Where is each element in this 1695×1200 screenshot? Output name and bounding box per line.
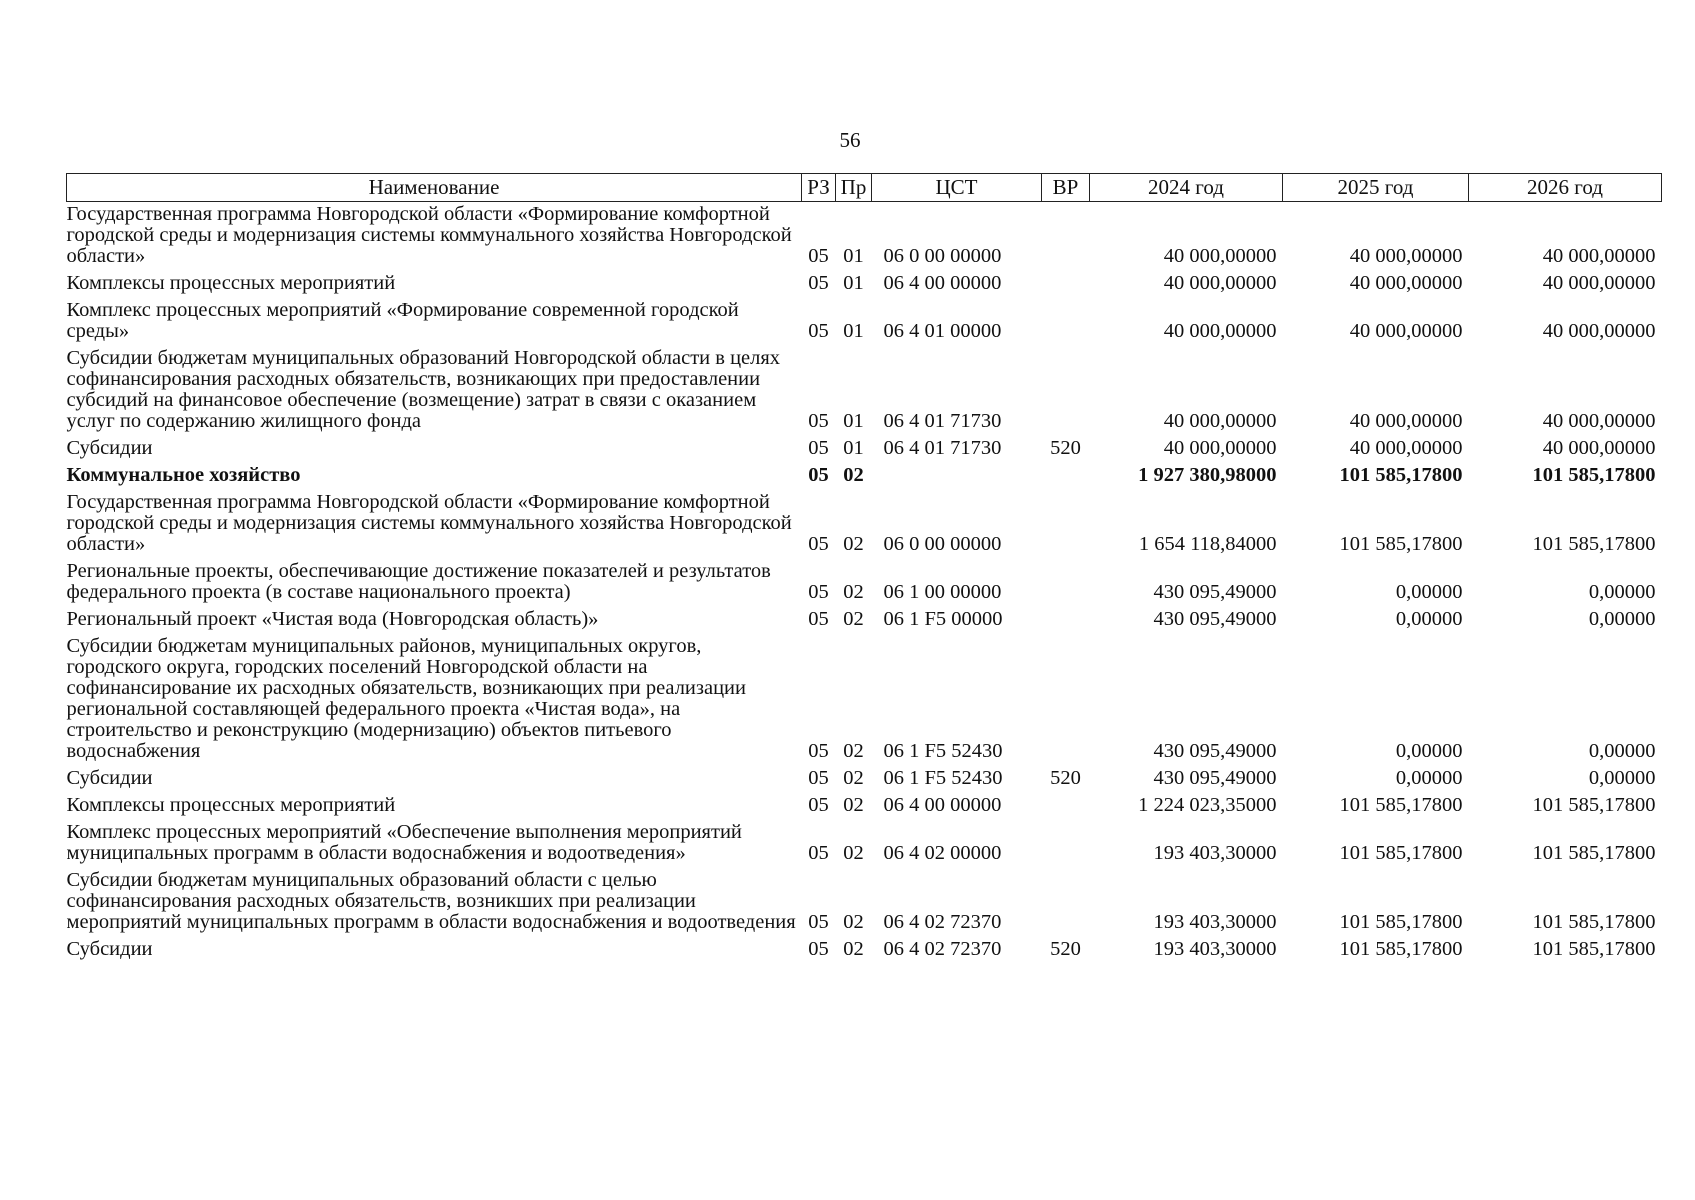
row-2025: 0,00000 xyxy=(1395,608,1463,630)
row-2025: 101 585,17800 xyxy=(1339,842,1463,864)
header-rz: РЗ xyxy=(802,174,836,202)
row-vr xyxy=(1042,298,1090,346)
row-pr: 02 xyxy=(843,938,864,960)
table-body xyxy=(67,202,1662,965)
row-name: Комплексы процессных мероприятий xyxy=(66,272,396,294)
row-2026: 0,00000 xyxy=(1588,740,1656,762)
row-2024: 430 095,49000 xyxy=(1153,740,1277,762)
row-name: Государственная программа Новгородской области «Формирование комфортной городской среды и модернизация системы коммунального хозяйства Новгородской области» xyxy=(66,203,792,267)
row-rz: 05 xyxy=(808,608,829,630)
row-2024: 430 095,49000 xyxy=(1153,581,1277,603)
row-name: Субсидии xyxy=(66,437,153,459)
row-2024: 1 654 118,84000 xyxy=(1138,533,1277,555)
row-name: Субсидии бюджетам муниципальных образований Новгородской области в целях софинансирования расходных обязательств, возникающих при предоставлении субсидий на финансовое обеспечение (возмещение) затрат в связи с оказанием услуг по содержанию жилищного фонда xyxy=(66,347,781,432)
row-cst: 06 4 02 00000 xyxy=(883,842,1002,864)
row-vr xyxy=(1042,820,1090,868)
header-2025: 2025 год xyxy=(1283,174,1469,202)
row-2024: 1 224 023,35000 xyxy=(1138,794,1277,816)
table-header xyxy=(67,174,1662,202)
row-vr xyxy=(1042,607,1090,634)
row-vr xyxy=(1042,868,1090,937)
row-2025: 101 585,17800 xyxy=(1339,533,1463,555)
row-name: Региональный проект «Чистая вода (Новгородская область)» xyxy=(66,608,599,630)
row-2024: 193 403,30000 xyxy=(1153,911,1277,933)
header-cst: ЦСТ xyxy=(872,174,1042,202)
row-cst: 06 4 01 71730 xyxy=(883,410,1002,432)
row-cst: 06 0 00 00000 xyxy=(883,245,1002,267)
table-row xyxy=(67,607,1662,634)
row-cst xyxy=(872,463,1042,490)
row-2024: 193 403,30000 xyxy=(1153,938,1277,960)
table-row xyxy=(67,202,1662,272)
table-row xyxy=(67,271,1662,298)
row-name: Комплекс процессных мероприятий «Обеспечение выполнения мероприятий муниципальных программ в области водоснабжения и водоотведения» xyxy=(66,821,742,864)
row-2026: 0,00000 xyxy=(1588,581,1656,603)
row-vr xyxy=(1042,202,1090,272)
row-2026: 101 585,17800 xyxy=(1532,794,1656,816)
table-row xyxy=(67,634,1662,766)
row-cst: 06 4 01 71730 xyxy=(883,437,1002,459)
row-2025: 0,00000 xyxy=(1395,581,1463,603)
row-cst: 06 4 00 00000 xyxy=(883,272,1002,294)
table-row xyxy=(67,793,1662,820)
row-name: Субсидии xyxy=(66,938,153,960)
row-2026: 101 585,17800 xyxy=(1532,911,1656,933)
header-2026: 2026 год xyxy=(1469,174,1662,202)
row-cst: 06 1 F5 52430 xyxy=(883,740,1003,762)
row-pr: 01 xyxy=(843,437,864,459)
row-name: Комплекс процессных мероприятий «Формирование современной городской среды» xyxy=(66,299,739,342)
table-row xyxy=(67,436,1662,463)
row-rz: 05 xyxy=(808,767,829,789)
row-cst: 06 1 00 00000 xyxy=(883,581,1002,603)
row-pr: 02 xyxy=(843,608,864,630)
table-row xyxy=(67,559,1662,607)
row-2025: 40 000,00000 xyxy=(1349,437,1463,459)
row-vr: 520 xyxy=(1050,437,1081,459)
row-name: Региональные проекты, обеспечивающие достижение показателей и результатов федерального проекта (в составе национального проекта) xyxy=(66,560,771,603)
row-cst: 06 0 00 00000 xyxy=(883,533,1002,555)
row-pr: 02 xyxy=(843,794,864,816)
row-2024: 193 403,30000 xyxy=(1153,842,1277,864)
row-rz: 05 xyxy=(808,320,829,342)
row-name: Государственная программа Новгородской области «Формирование комфортной городской среды и модернизация системы коммунального хозяйства Новгородской области» xyxy=(66,491,792,555)
row-pr: 02 xyxy=(843,740,864,762)
table-row xyxy=(67,346,1662,436)
row-2025: 101 585,17800 xyxy=(1339,911,1463,933)
row-cst: 06 4 01 00000 xyxy=(883,320,1002,342)
row-2025: 40 000,00000 xyxy=(1349,320,1463,342)
row-rz: 05 xyxy=(808,938,829,960)
row-pr: 01 xyxy=(843,320,864,342)
row-2026: 40 000,00000 xyxy=(1542,320,1656,342)
row-rz: 05 xyxy=(808,581,829,603)
row-rz: 05 xyxy=(808,437,829,459)
row-name: Субсидии бюджетам муниципальных районов, муниципальных округов, городского округа, городских поселений Новгородской области на софинансирование их расходных обязательств, возникающих при реализации региональной составляющей федерального проекта «Чистая вода», на строительство и реконструкцию (модернизацию) объектов питьевого водоснабжения xyxy=(66,635,747,762)
row-vr xyxy=(1042,634,1090,766)
row-pr: 02 xyxy=(843,767,864,789)
row-2024: 1 927 380,98000 xyxy=(1138,464,1277,486)
row-name: Субсидии бюджетам муниципальных образований области с целью софинансирования расходных обязательств, возникших при реализации мероприятий муниципальных программ в области водоснабжения и водоотведения xyxy=(66,869,796,933)
row-2026: 0,00000 xyxy=(1588,608,1656,630)
row-name: Субсидии xyxy=(66,767,153,789)
row-vr xyxy=(1042,346,1090,436)
row-vr xyxy=(1042,793,1090,820)
row-cst: 06 1 F5 00000 xyxy=(883,608,1003,630)
row-2026: 40 000,00000 xyxy=(1542,245,1656,267)
row-2024: 40 000,00000 xyxy=(1163,245,1277,267)
row-cst: 06 4 00 00000 xyxy=(883,794,1002,816)
header-vr: ВР xyxy=(1042,174,1090,202)
row-2024: 40 000,00000 xyxy=(1163,437,1277,459)
row-pr: 02 xyxy=(843,581,864,603)
row-2026: 40 000,00000 xyxy=(1542,272,1656,294)
row-vr: 520 xyxy=(1050,938,1081,960)
row-2025: 0,00000 xyxy=(1395,767,1463,789)
row-cst: 06 1 F5 52430 xyxy=(883,767,1003,789)
budget-table xyxy=(66,173,1662,964)
row-pr: 02 xyxy=(843,533,864,555)
row-vr: 520 xyxy=(1050,767,1081,789)
header-row xyxy=(67,174,1662,202)
row-2026: 101 585,17800 xyxy=(1532,533,1656,555)
row-rz: 05 xyxy=(808,464,829,486)
row-vr xyxy=(1042,271,1090,298)
row-2024: 40 000,00000 xyxy=(1163,320,1277,342)
row-2026: 101 585,17800 xyxy=(1532,464,1656,486)
row-pr: 01 xyxy=(843,272,864,294)
row-pr: 01 xyxy=(843,410,864,432)
row-2024: 430 095,49000 xyxy=(1153,767,1277,789)
row-rz: 05 xyxy=(808,245,829,267)
row-cst: 06 4 02 72370 xyxy=(883,938,1002,960)
header-2024: 2024 год xyxy=(1090,174,1283,202)
row-2026: 40 000,00000 xyxy=(1542,410,1656,432)
row-rz: 05 xyxy=(808,842,829,864)
table-row xyxy=(67,937,1662,964)
row-2026: 0,00000 xyxy=(1588,767,1656,789)
row-pr: 01 xyxy=(843,245,864,267)
row-2025: 40 000,00000 xyxy=(1349,245,1463,267)
row-2026: 101 585,17800 xyxy=(1532,938,1656,960)
row-2026: 40 000,00000 xyxy=(1542,437,1656,459)
row-pr: 02 xyxy=(843,464,864,486)
row-rz: 05 xyxy=(808,740,829,762)
row-rz: 05 xyxy=(808,533,829,555)
row-rz: 05 xyxy=(808,410,829,432)
page-number: 56 xyxy=(839,128,861,152)
row-2024: 40 000,00000 xyxy=(1163,272,1277,294)
row-name: Коммунальное хозяйство xyxy=(66,464,301,486)
row-cst: 06 4 02 72370 xyxy=(883,911,1002,933)
table-row xyxy=(67,766,1662,793)
table-row xyxy=(67,868,1662,937)
row-vr xyxy=(1042,463,1090,490)
table-row xyxy=(67,820,1662,868)
row-2025: 101 585,17800 xyxy=(1339,938,1463,960)
row-rz: 05 xyxy=(808,272,829,294)
row-name: Комплексы процессных мероприятий xyxy=(66,794,396,816)
row-2025: 40 000,00000 xyxy=(1349,410,1463,432)
table-row xyxy=(67,490,1662,559)
row-pr: 02 xyxy=(843,911,864,933)
row-vr xyxy=(1042,490,1090,559)
row-2025: 40 000,00000 xyxy=(1349,272,1463,294)
row-2025: 101 585,17800 xyxy=(1339,794,1463,816)
row-vr xyxy=(1042,559,1090,607)
row-rz: 05 xyxy=(808,911,829,933)
row-2026: 101 585,17800 xyxy=(1532,842,1656,864)
row-2025: 101 585,17800 xyxy=(1339,464,1463,486)
row-rz: 05 xyxy=(808,794,829,816)
row-2025: 0,00000 xyxy=(1395,740,1463,762)
row-2024: 430 095,49000 xyxy=(1153,608,1277,630)
table-row xyxy=(67,298,1662,346)
table-row xyxy=(67,463,1662,490)
header-pr: Пр xyxy=(836,174,872,202)
header-name: Наименование xyxy=(67,174,802,202)
row-pr: 02 xyxy=(843,842,864,864)
row-2024: 40 000,00000 xyxy=(1163,410,1277,432)
